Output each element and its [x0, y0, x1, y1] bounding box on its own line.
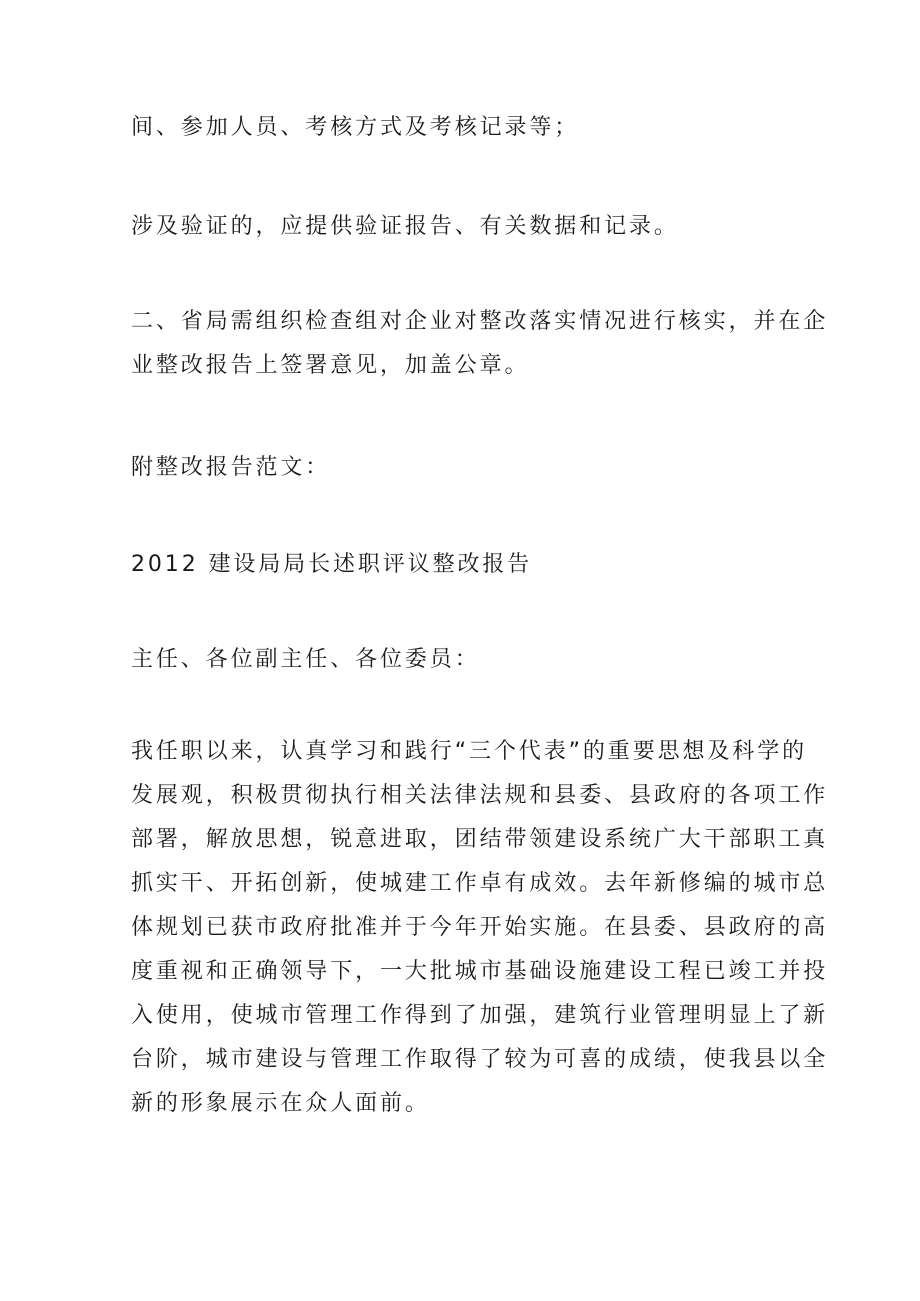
text-line: 我任职以来，认真学习和践行“三个代表”的重要思想及科学的: [131, 739, 807, 764]
text-line: 二、省局需组织检查组对企业对整改落实情况进行核实，并在企: [131, 309, 829, 334]
report-title: [131, 543, 793, 587]
text-line: 入使用，使城市管理工作得到了加强，建筑行业管理明显上了新: [131, 1003, 829, 1028]
text-line: 抓实干、开拓创新，使城建工作卓有成效。去年新修编的城市总: [131, 871, 829, 896]
text-line: 台阶，城市建设与管理工作取得了较为可喜的成绩，使我县以全: [131, 1047, 829, 1072]
paragraph-body: [131, 730, 829, 1126]
text-line: 部署，解放思想，锐意进取，团结带领建设系统广大干部职工真: [131, 827, 829, 852]
text-line: 新的形象展示在众人面前。: [131, 1091, 430, 1116]
text-line: 主任、各位副主任、各位委员：: [131, 647, 480, 672]
text-line: 间、参加人员、考核方式及考核记录等；: [131, 115, 580, 140]
text-line: 发展观，积极贯彻执行相关法律法规和县委、县政府的各项工作: [131, 783, 829, 808]
text-line: 度重视和正确领导下，一大批城市基础设施建设工程已竣工并投: [131, 959, 829, 984]
text-line: 业整改报告上签署意见，加盖公章。: [131, 353, 530, 378]
text-line: 涉及验证的，应提供验证报告、有关数据和记录。: [131, 214, 679, 239]
text-line: 体规划已获市政府批准并于今年开始实施。在县委、县政府的高: [131, 915, 829, 940]
text-line: 附整改报告范文：: [131, 455, 331, 480]
paragraph-sample-heading: [131, 446, 793, 490]
paragraph-section-two: [131, 300, 829, 388]
paragraph-verification: [131, 205, 793, 249]
text-line: 2012 建设局局长述职评议整改报告: [131, 552, 533, 577]
paragraph-assessment-records: [131, 106, 793, 150]
salutation: [131, 638, 793, 682]
